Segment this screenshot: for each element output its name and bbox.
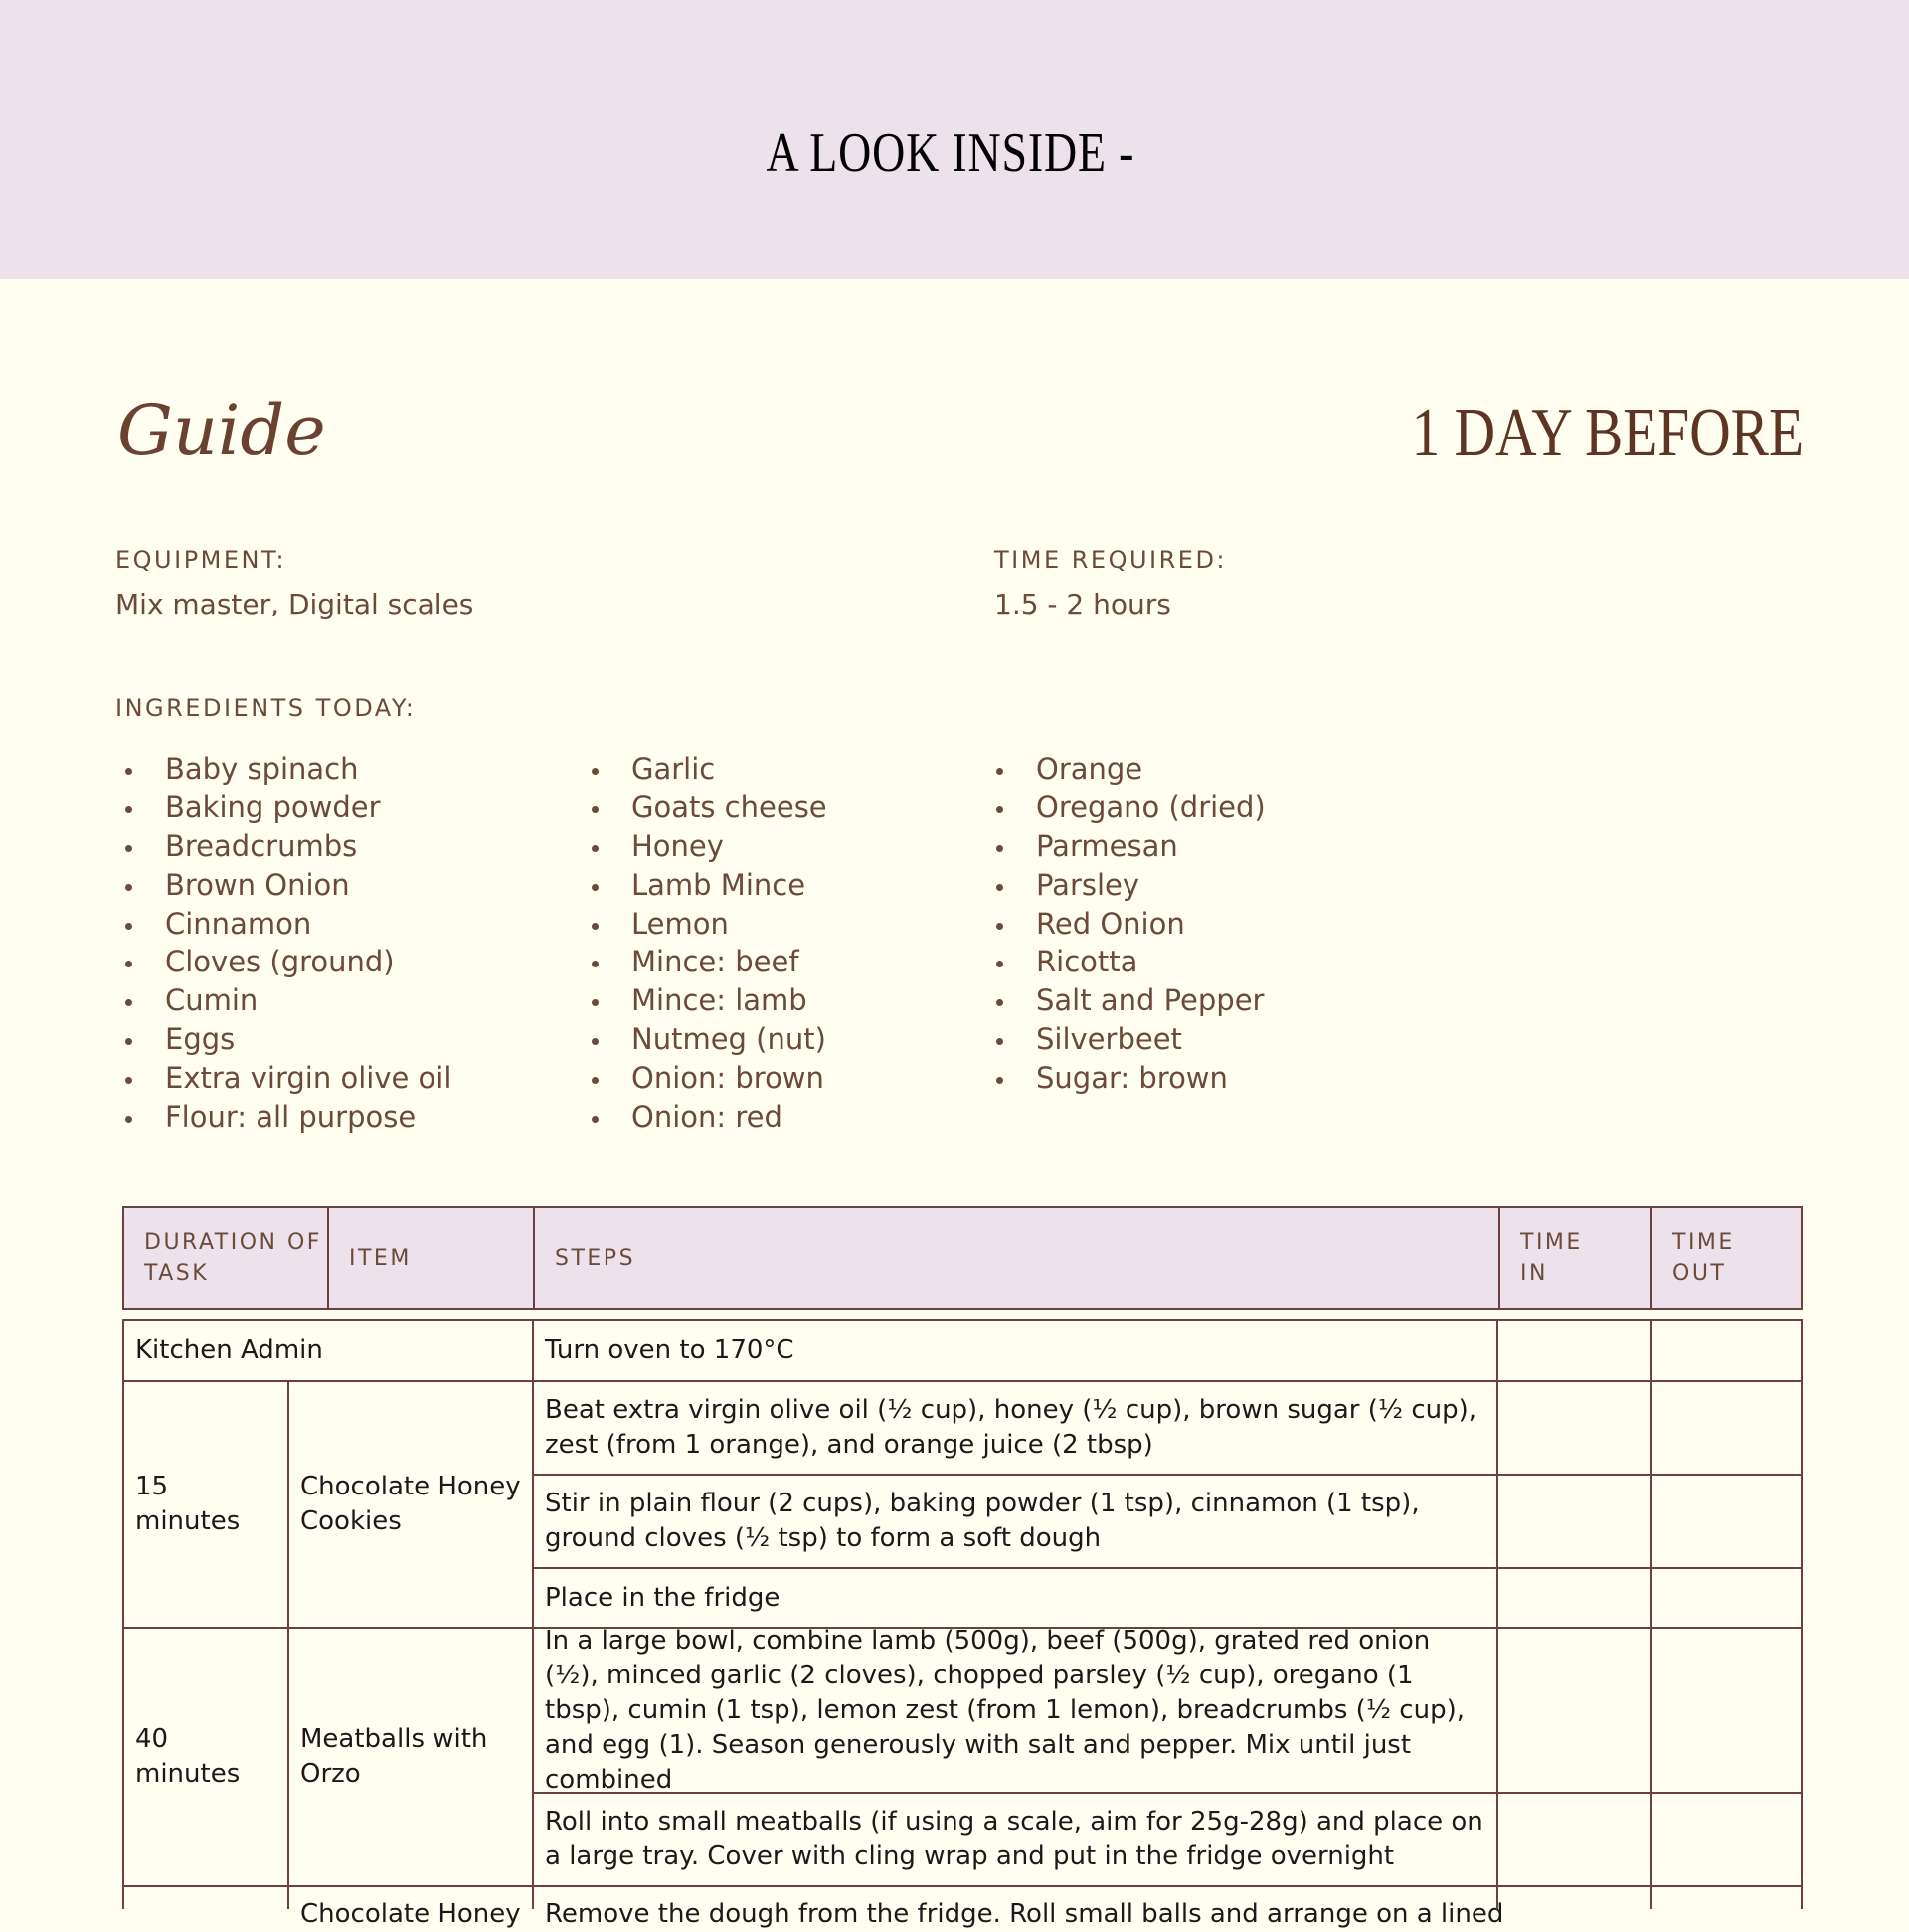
step-cell: Roll into small meatballs (if using a scale, aim for 25g-28g) and place on a large tray. Cover with cling wrap and put in the fridge overnight <box>532 1792 1498 1887</box>
ingredient-item: Onion: brown <box>582 1059 827 1098</box>
step-cell: Stir in plain flour (2 cups), baking powder (1 tsp), cinnamon (1 tsp), ground cloves (½ tsp) to form a soft dough <box>532 1474 1498 1569</box>
ingredient-item: Cumin <box>115 981 451 1020</box>
duration-cell: 15 minutes <box>122 1380 289 1629</box>
ingredient-item: Red Onion <box>986 905 1266 944</box>
time-out-cell[interactable] <box>1650 1474 1803 1569</box>
equipment-label: EQUIPMENT: <box>115 546 287 574</box>
time-in-cell[interactable] <box>1496 1380 1652 1476</box>
time-in-cell[interactable] <box>1496 1319 1652 1382</box>
duration-cell: 40 minutes <box>122 1627 289 1887</box>
banner-title: A LOOK INSIDE - <box>766 122 1135 184</box>
time-in-cell[interactable] <box>1496 1567 1652 1629</box>
ingredients-label: INGREDIENTS TODAY: <box>115 694 417 722</box>
header-time-out: TIME OUT <box>1672 1230 1735 1286</box>
step-cell: Remove the dough from the fridge. Roll small balls and arrange on a lined <box>532 1885 1498 1909</box>
equipment-value: Mix master, Digital scales <box>115 588 474 620</box>
item-cell: Meatballs with Orzo <box>287 1627 534 1887</box>
header-item: ITEM <box>329 1208 535 1308</box>
item-cell: Chocolate Honey Cookies <box>287 1380 534 1629</box>
ingredient-item: Honey <box>582 827 827 866</box>
guide-title: Guide <box>117 390 326 471</box>
step-cell: Beat extra virgin olive oil (½ cup), honey (½ cup), brown sugar (½ cup), zest (from 1 orange), and orange juice (2 tbsp) <box>532 1380 1498 1476</box>
ingredient-item: Mince: lamb <box>582 981 827 1020</box>
ingredient-item: Baby spinach <box>115 750 451 789</box>
day-title: 1 DAY BEFORE <box>1411 395 1804 471</box>
time-in-cell[interactable] <box>1496 1792 1652 1887</box>
ingredient-item: Brown Onion <box>115 866 451 905</box>
time-in-cell[interactable] <box>1496 1474 1652 1569</box>
ingredients-column-1 <box>115 750 451 1137</box>
time-in-cell[interactable] <box>1496 1885 1652 1909</box>
time-out-cell[interactable] <box>1650 1627 1803 1794</box>
step-cell: Turn oven to 170°C <box>532 1319 1498 1382</box>
ingredient-item: Cloves (ground) <box>115 943 451 981</box>
step-cell: Place in the fridge <box>532 1567 1498 1629</box>
ingredient-item: Salt and Pepper <box>986 981 1266 1020</box>
ingredient-item: Onion: red <box>582 1098 827 1137</box>
time-out-cell[interactable] <box>1650 1885 1803 1909</box>
table-header <box>122 1206 1803 1310</box>
time-in-cell[interactable] <box>1496 1627 1652 1794</box>
step-cell: In a large bowl, combine lamb (500g), beef (500g), grated red onion (½), minced garlic (2 cloves), chopped parsley (½ cup), oregano (1 tbsp), cumin (1 tsp), lemon zest (from 1 lemon), breadcrumbs (½ cup), and egg (1). Season generously with salt and pepper. Mix until just combined <box>532 1627 1498 1794</box>
ingredient-item: Cinnamon <box>115 905 451 944</box>
ingredient-item: Ricotta <box>986 943 1266 981</box>
ingredient-item: Oregano (dried) <box>986 789 1266 827</box>
ingredient-item: Garlic <box>582 750 827 789</box>
duration-cell <box>122 1885 289 1909</box>
ingredient-item: Nutmeg (nut) <box>582 1020 827 1059</box>
ingredient-item: Parsley <box>986 866 1266 905</box>
ingredients-column-2 <box>582 750 827 1137</box>
top-banner <box>0 0 1909 279</box>
kitchen-admin-label: Kitchen Admin <box>122 1319 534 1382</box>
time-out-cell[interactable] <box>1650 1567 1803 1629</box>
ingredients-column-3 <box>986 750 1266 1098</box>
header-duration: DURATION OF TASK <box>124 1208 329 1308</box>
time-out-cell[interactable] <box>1650 1792 1803 1887</box>
time-required-label: TIME REQUIRED: <box>994 546 1228 574</box>
ingredient-item: Sugar: brown <box>986 1059 1266 1098</box>
ingredient-item: Eggs <box>115 1020 451 1059</box>
ingredient-item: Silverbeet <box>986 1020 1266 1059</box>
ingredient-item: Flour: all purpose <box>115 1098 451 1137</box>
header-time-in: TIME IN <box>1500 1208 1652 1308</box>
header-steps: STEPS <box>535 1208 1500 1308</box>
ingredient-item: Orange <box>986 750 1266 789</box>
item-cell: Chocolate Honey <box>287 1885 534 1909</box>
ingredient-item: Goats cheese <box>582 789 827 827</box>
ingredient-item: Lamb Mince <box>582 866 827 905</box>
ingredient-item: Extra virgin olive oil <box>115 1059 451 1098</box>
ingredient-item: Lemon <box>582 905 827 944</box>
time-required-value: 1.5 - 2 hours <box>994 588 1171 620</box>
ingredient-item: Breadcrumbs <box>115 827 451 866</box>
time-out-cell[interactable] <box>1650 1380 1803 1476</box>
ingredient-item: Mince: beef <box>582 943 827 981</box>
time-out-cell[interactable] <box>1650 1319 1803 1382</box>
ingredient-item: Parmesan <box>986 827 1266 866</box>
ingredient-item: Baking powder <box>115 789 451 827</box>
